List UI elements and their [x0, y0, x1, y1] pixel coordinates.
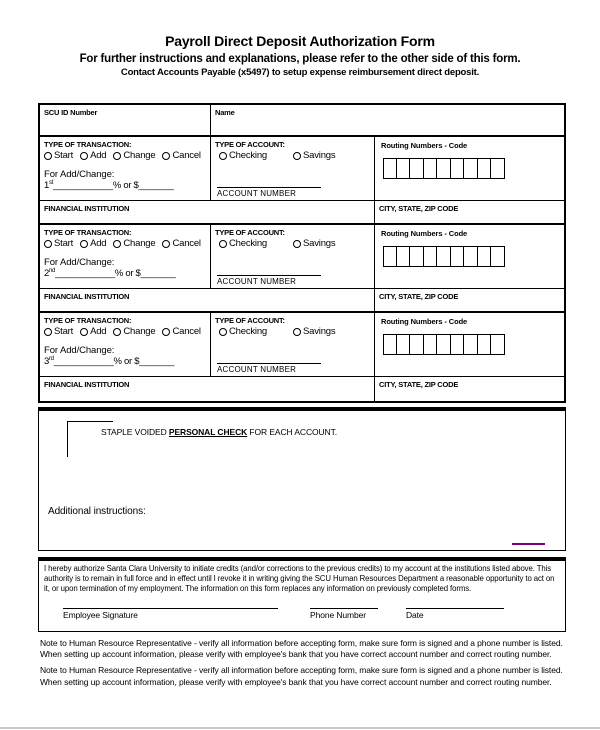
additional-instructions-label: Additional instructions: [48, 506, 146, 517]
ordinal: 2 [44, 268, 49, 279]
authorization-text: I hereby authorize Santa Clara University to initiate credits (and/or corrections to the previous credits) to my account at the institutions listed above. This authority is to remain in full force and in effect until I revoke it in writing giving the SCU Human Resources Department a reasonable opportunity to act on it, or upon termination of my employment. The information on this form replaces any information on previously completed forms. [44, 564, 555, 594]
staple-instruction [101, 427, 337, 437]
percent-blank-field[interactable]: ____________ [55, 268, 115, 279]
signature-row [39, 601, 565, 620]
financial-institution-label: FINANCIAL INSTITUTION [44, 204, 130, 213]
checking-option[interactable] [219, 326, 267, 337]
routing-cell-3 [374, 313, 564, 376]
account-block-3 [40, 313, 564, 377]
hr-notes [40, 638, 566, 693]
account-type-cell-2 [210, 225, 374, 288]
routing-digit-box[interactable] [424, 158, 438, 179]
change-option[interactable] [113, 326, 155, 337]
add-radio-icon[interactable] [80, 152, 88, 160]
routing-digit-box[interactable] [424, 334, 438, 355]
date-label: Date [406, 610, 424, 621]
routing-digit-box[interactable] [464, 246, 478, 267]
dollar-blank-field[interactable]: _______ [139, 356, 175, 367]
checking-radio-icon[interactable] [219, 240, 227, 248]
routing-digit-box[interactable] [437, 334, 451, 355]
transaction-type-label: TYPE OF TRANSACTION: [44, 140, 132, 149]
account-number-label: ACCOUNT NUMBER [217, 277, 297, 286]
change-radio-icon[interactable] [113, 152, 121, 160]
scu-id-label: SCU ID Number [44, 108, 98, 117]
routing-digit-box[interactable] [437, 246, 451, 267]
add-option[interactable] [80, 326, 106, 337]
account-options-3 [211, 325, 374, 337]
routing-digit-box[interactable] [451, 246, 465, 267]
page-title: Payroll Direct Deposit Authorization Form [165, 33, 435, 49]
amount-line-2[interactable] [40, 268, 210, 279]
employee-signature-field[interactable] [63, 601, 278, 620]
routing-numbers-label: Routing Numbers - Code [381, 141, 468, 150]
savings-radio-icon[interactable] [293, 328, 301, 336]
cancel-option[interactable] [162, 238, 200, 249]
routing-numbers-label: Routing Numbers - Code [381, 317, 468, 326]
add-label: Add [90, 238, 107, 249]
routing-digit-box[interactable] [451, 158, 465, 179]
cancel-option[interactable] [162, 326, 200, 337]
financial-institution-field-2[interactable] [40, 289, 374, 311]
city-state-zip-field-1[interactable] [374, 201, 564, 223]
change-label: Change [123, 326, 156, 337]
savings-option[interactable] [293, 238, 335, 249]
financial-institution-field-1[interactable] [40, 201, 374, 223]
purple-underline-mark [512, 543, 545, 545]
account-number-label: ACCOUNT NUMBER [217, 189, 297, 198]
percent-blank-field[interactable]: ____________ [53, 356, 114, 367]
start-option[interactable] [44, 150, 73, 161]
account-number-field[interactable] [217, 266, 321, 276]
savings-option[interactable] [293, 150, 335, 161]
routing-digit-box[interactable] [464, 334, 478, 355]
routing-digit-box[interactable] [491, 158, 505, 179]
cancel-radio-icon[interactable] [162, 328, 170, 336]
transaction-type-label: TYPE OF TRANSACTION: [44, 316, 132, 325]
checking-radio-icon[interactable] [219, 328, 227, 336]
account-number-area-3 [211, 354, 374, 376]
add-option[interactable] [80, 150, 106, 161]
financial-institution-row-2 [40, 289, 564, 313]
account-type-cell-3 [210, 313, 374, 376]
routing-digit-box[interactable] [383, 246, 397, 267]
percent-or-dollar: % or $ [112, 180, 139, 191]
city-state-zip-label: CITY, STATE, ZIP CODE [379, 204, 459, 213]
transaction-cell-3 [40, 313, 210, 376]
routing-digit-box[interactable] [397, 334, 411, 355]
routing-digit-box[interactable] [397, 246, 411, 267]
percent-blank-field[interactable]: ____________ [53, 180, 113, 191]
checking-label: Checking [229, 238, 268, 249]
checking-option[interactable] [219, 150, 267, 161]
for-add-change-label: For Add/Change: [44, 169, 115, 180]
routing-cell-2 [374, 225, 564, 288]
amount-line-1[interactable] [40, 180, 210, 191]
routing-digit-boxes-3 [383, 334, 564, 355]
employee-signature-line[interactable] [63, 601, 278, 609]
routing-numbers-label: Routing Numbers - Code [381, 229, 468, 238]
authorization-section [38, 557, 566, 632]
city-state-zip-field-2[interactable] [374, 289, 564, 311]
start-option[interactable] [44, 326, 73, 337]
account-number-area-2 [211, 266, 374, 288]
ordinal-suffix: st [48, 180, 54, 186]
account-number-field[interactable] [217, 354, 321, 364]
routing-digit-boxes-1 [383, 158, 564, 179]
add-radio-icon[interactable] [80, 240, 88, 248]
savings-radio-icon[interactable] [293, 240, 301, 248]
ordinal: 3 [44, 356, 49, 367]
phone-number-label: Phone Number [310, 610, 366, 621]
dollar-blank-field[interactable]: _______ [138, 180, 174, 191]
routing-digit-box[interactable] [383, 158, 397, 179]
account-number-area-1 [211, 178, 374, 200]
for-add-change-label: For Add/Change: [44, 257, 115, 268]
financial-institution-field-3[interactable] [40, 377, 374, 401]
cancel-label: Cancel [172, 238, 201, 249]
savings-label: Savings [303, 150, 336, 161]
routing-digit-box[interactable] [478, 334, 492, 355]
start-radio-icon[interactable] [44, 240, 52, 248]
deposit-accounts-table [38, 103, 566, 403]
account-options-1 [211, 149, 374, 161]
transaction-cell-1 [40, 137, 210, 200]
staple-text-suffix: FOR EACH ACCOUNT. [247, 427, 337, 437]
change-label: Change [123, 150, 156, 161]
change-radio-icon[interactable] [113, 328, 121, 336]
additional-instructions-field[interactable] [48, 519, 495, 549]
routing-digit-box[interactable] [410, 158, 424, 179]
cancel-radio-icon[interactable] [162, 152, 170, 160]
header-contact-note: Contact Accounts Payable (x5497) to setup expense reimbursement direct deposit. [120, 67, 480, 78]
start-option[interactable] [44, 238, 73, 249]
change-option[interactable] [113, 150, 155, 161]
date-field[interactable] [406, 601, 504, 620]
savings-radio-icon[interactable] [293, 152, 301, 160]
ordinal-suffix: rd [48, 356, 54, 362]
date-line[interactable] [406, 601, 504, 609]
routing-digit-box[interactable] [383, 334, 397, 355]
hr-note-2: Note to Human Resource Representative - verify all information before accepting form, make sure form is signed and a phone number is listed. When setting up account information, please verify with employee's bank that you have correct account number and correct routing number. [40, 665, 563, 687]
add-radio-icon[interactable] [80, 328, 88, 336]
transaction-type-label: TYPE OF TRANSACTION: [44, 228, 132, 237]
for-add-change-label: For Add/Change: [44, 345, 115, 356]
routing-digit-box[interactable] [464, 158, 478, 179]
change-radio-icon[interactable] [113, 240, 121, 248]
start-label: Start [54, 326, 74, 337]
ordinal-suffix: nd [48, 268, 56, 274]
checking-label: Checking [229, 326, 268, 337]
account-type-cell-1 [210, 137, 374, 200]
savings-option[interactable] [293, 326, 335, 337]
id-name-row [40, 105, 564, 137]
account-block-2 [40, 225, 564, 289]
add-label: Add [90, 150, 107, 161]
account-options-2 [211, 237, 374, 249]
cancel-label: Cancel [172, 150, 201, 161]
name-label: Name [215, 108, 235, 117]
checking-radio-icon[interactable] [219, 152, 227, 160]
account-number-field[interactable] [217, 178, 321, 188]
routing-cell-1 [374, 137, 564, 200]
transaction-options-1 [40, 149, 210, 161]
change-option[interactable] [113, 238, 155, 249]
account-type-label: TYPE OF ACCOUNT: [215, 228, 285, 237]
city-state-zip-field-3[interactable] [374, 377, 564, 401]
routing-digit-boxes-2 [383, 246, 564, 267]
header-subtitle: For further instructions and explanations, please refer to the other side of this form. [79, 53, 521, 65]
start-label: Start [54, 150, 74, 161]
cancel-label: Cancel [172, 326, 201, 337]
routing-digit-box[interactable] [424, 246, 438, 267]
routing-digit-box[interactable] [491, 246, 505, 267]
routing-digit-box[interactable] [451, 334, 465, 355]
account-type-label: TYPE OF ACCOUNT: [215, 316, 285, 325]
routing-digit-box[interactable] [478, 246, 492, 267]
cancel-option[interactable] [162, 150, 200, 161]
account-number-label: ACCOUNT NUMBER [217, 365, 297, 374]
add-label: Add [90, 326, 107, 337]
start-radio-icon[interactable] [44, 328, 52, 336]
staple-text-prefix: STAPLE VOIDED [101, 427, 169, 437]
checking-option[interactable] [219, 238, 267, 249]
routing-digit-box[interactable] [397, 158, 411, 179]
start-radio-icon[interactable] [44, 152, 52, 160]
city-state-zip-label: CITY, STATE, ZIP CODE [379, 380, 459, 389]
financial-institution-row-1 [40, 201, 564, 225]
routing-digit-box[interactable] [410, 246, 424, 267]
financial-institution-label: FINANCIAL INSTITUTION [44, 380, 130, 389]
start-label: Start [54, 238, 74, 249]
transaction-options-2 [40, 237, 210, 249]
city-state-zip-label: CITY, STATE, ZIP CODE [379, 292, 459, 301]
routing-digit-box[interactable] [410, 334, 424, 355]
financial-institution-row-3 [40, 377, 564, 401]
routing-digit-box[interactable] [437, 158, 451, 179]
name-field[interactable] [210, 105, 564, 135]
staple-check-box [38, 407, 566, 551]
page-bottom-edge [0, 727, 600, 729]
employee-signature-label: Employee Signature [63, 610, 138, 621]
ordinal: 1 [44, 180, 49, 191]
financial-institution-label: FINANCIAL INSTITUTION [44, 292, 130, 301]
transaction-cell-2 [40, 225, 210, 288]
dollar-blank-field[interactable]: _______ [140, 268, 176, 279]
account-block-1 [40, 137, 564, 201]
form-header [0, 0, 600, 78]
cancel-radio-icon[interactable] [162, 240, 170, 248]
percent-or-dollar: % or $ [114, 268, 141, 279]
routing-digit-box[interactable] [478, 158, 492, 179]
savings-label: Savings [303, 238, 336, 249]
percent-or-dollar: % or $ [113, 356, 140, 367]
hr-note-1: Note to Human Resource Representative - verify all information before accepting form, make sure form is signed and a phone number is listed. When setting up account information, please verify with employee's bank that you have correct account number and correct routing number. [40, 638, 563, 660]
amount-line-3[interactable] [40, 356, 210, 367]
checking-label: Checking [229, 150, 268, 161]
phone-number-field[interactable] [310, 601, 378, 620]
phone-number-line[interactable] [310, 601, 378, 609]
account-type-label: TYPE OF ACCOUNT: [215, 140, 285, 149]
savings-label: Savings [303, 326, 336, 337]
routing-digit-box[interactable] [491, 334, 505, 355]
transaction-options-3 [40, 325, 210, 337]
scu-id-field[interactable] [40, 105, 210, 135]
change-label: Change [123, 238, 156, 249]
staple-text-emphasis: PERSONAL CHECK [168, 427, 248, 437]
add-option[interactable] [80, 238, 106, 249]
